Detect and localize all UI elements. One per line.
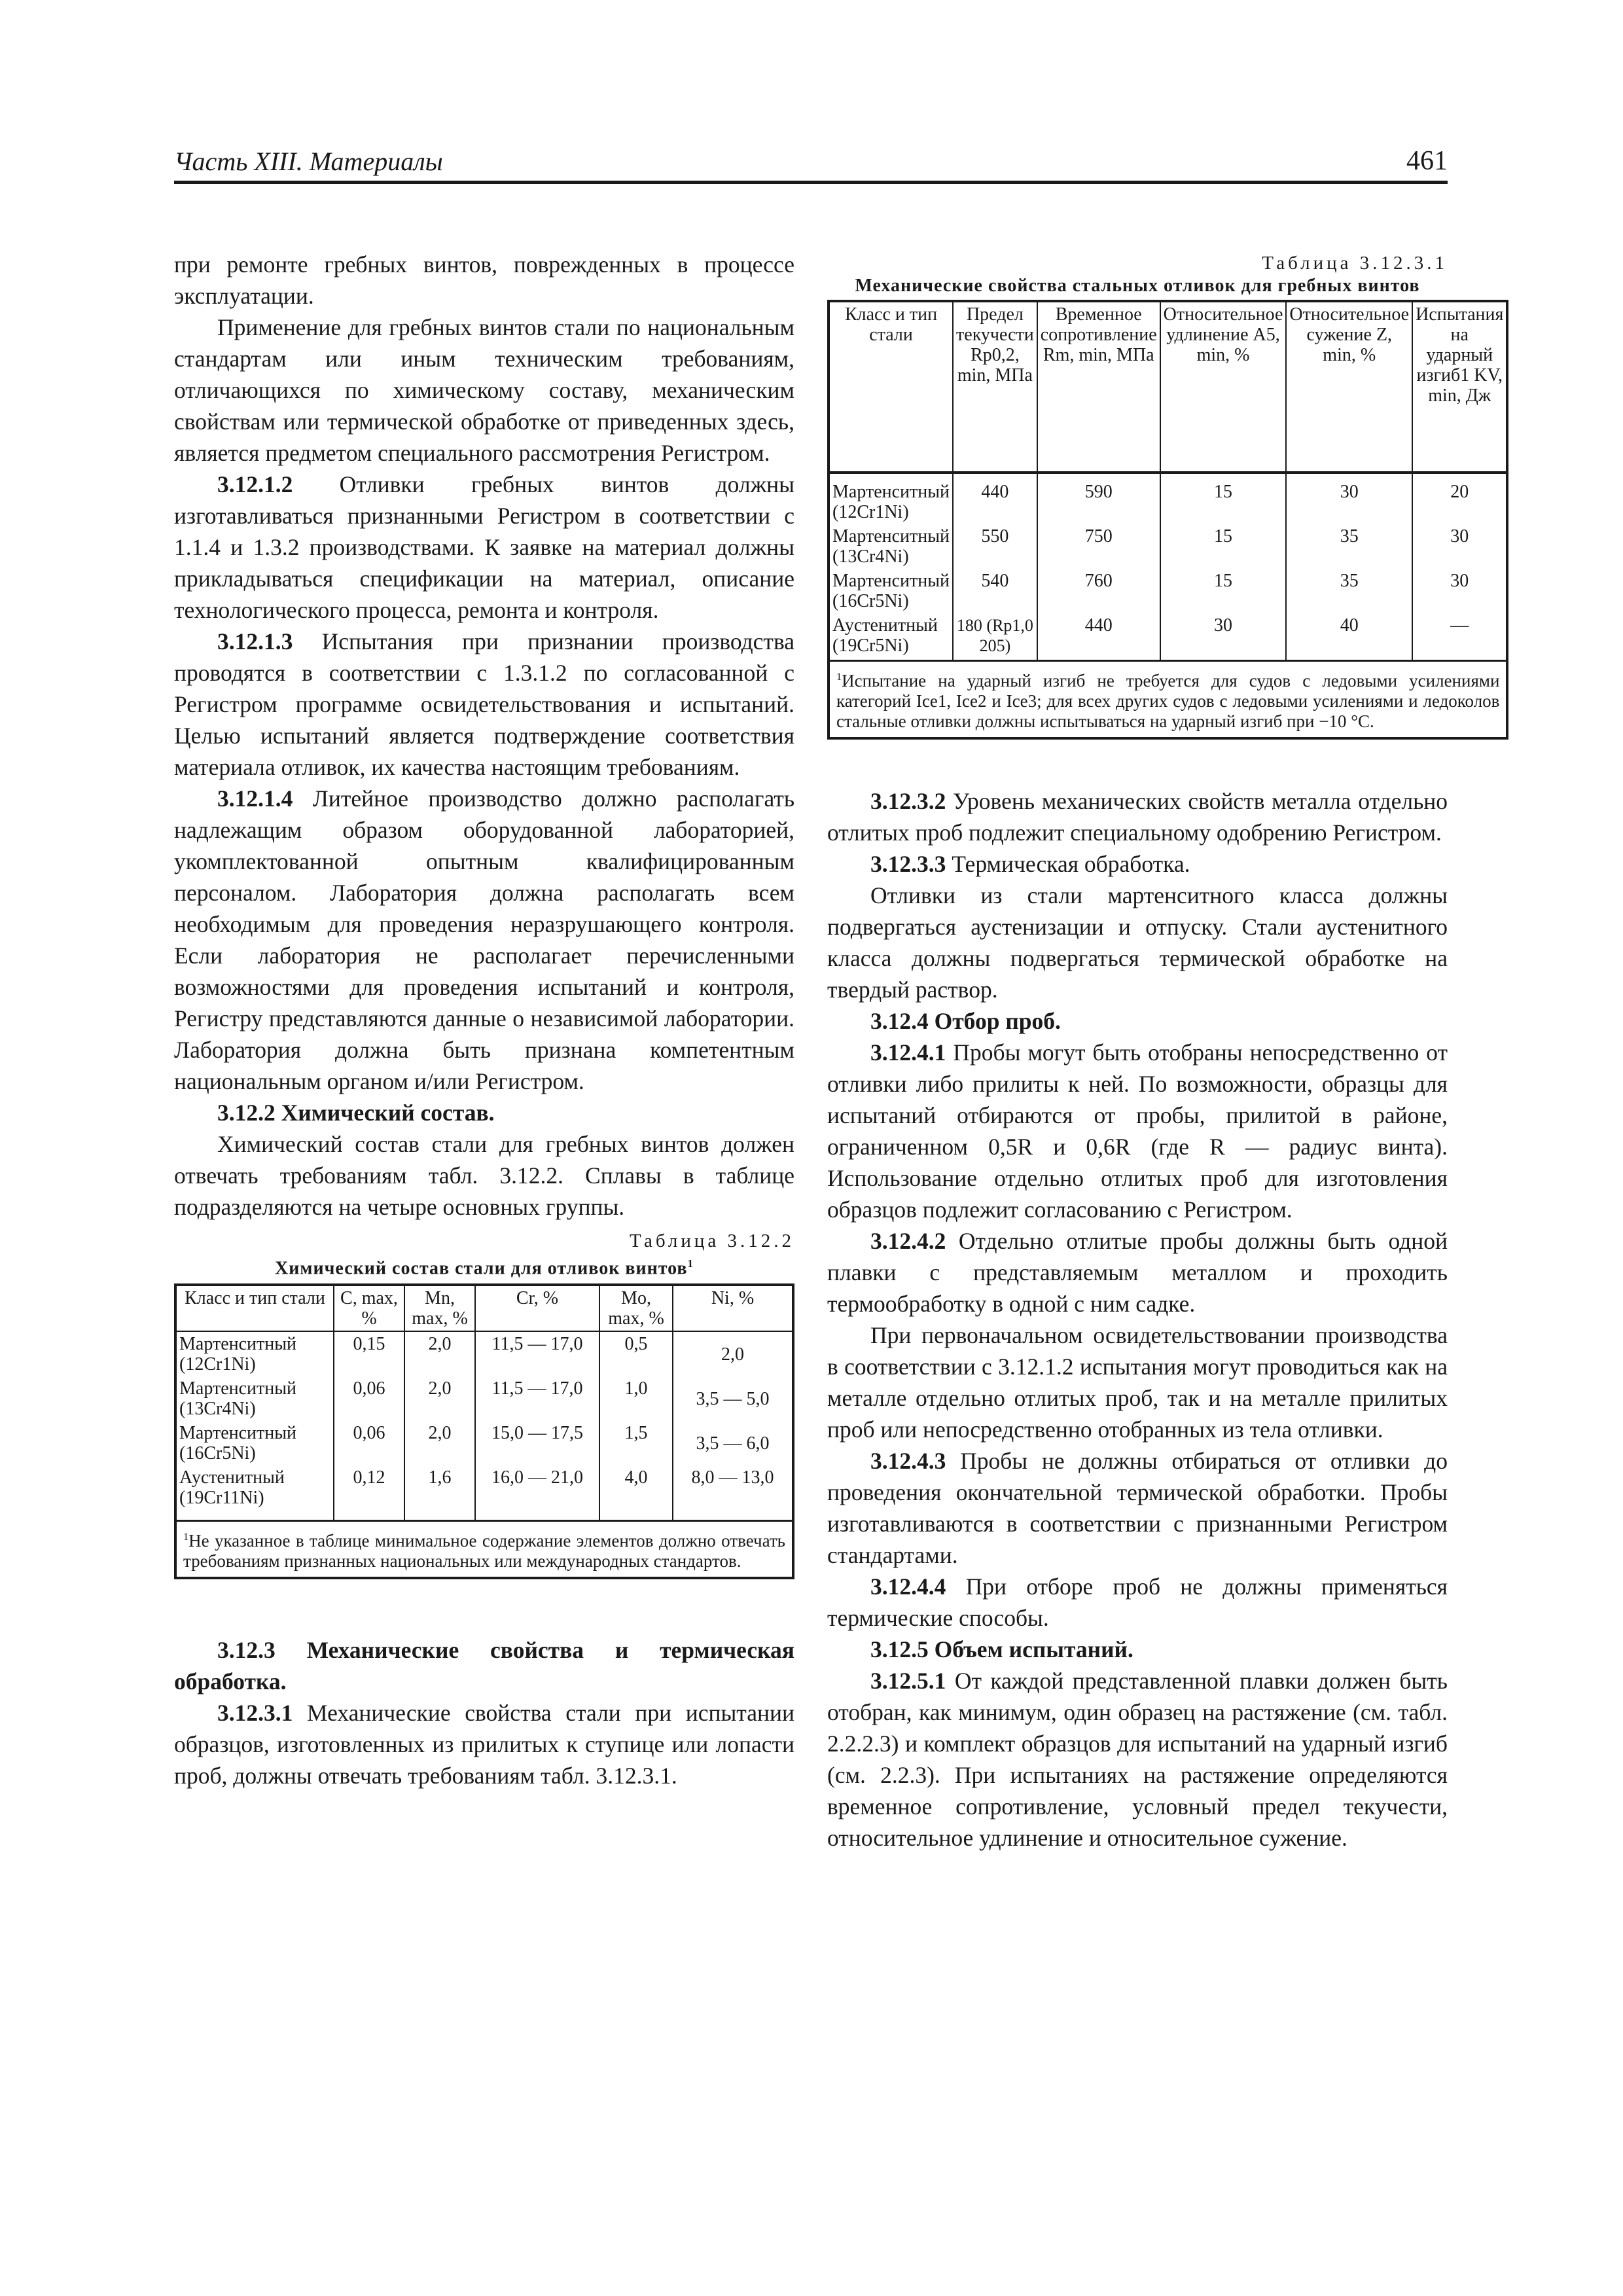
table-title-text: Химический состав стали для отливок винтов bbox=[275, 1258, 688, 1279]
table-cell: Аустенитный (19Cr5Ni) bbox=[829, 613, 953, 661]
table-cell: 30 bbox=[1286, 473, 1412, 524]
table-cell: Мартенситный (16Cr5Ni) bbox=[175, 1421, 334, 1465]
table-cell: Мартенситный (13Cr4Ni) bbox=[829, 524, 953, 569]
clause-text: Отливки гребных винтов должны изготавливаться признанными Регистром в соответствии с 1.1.4 и 1.3.2 производствами. К заявке на материал должны прикладываться спецификации на материал, описание технологического процесса, ремонта и контроля. bbox=[174, 471, 795, 623]
table-row bbox=[829, 473, 1507, 524]
table-cell: 440 bbox=[1037, 613, 1160, 661]
clause-text: От каждой представленной плавки должен быть отобран, как минимум, один образец на растяжение (см. табл. 2.2.2.3) и комплект образцов для испытаний на ударный изгиб (см. 2.2.3). При испытаниях на растяжение определяются временное сопротивление, условный предел текучести, относительное удлинение и относительное сужение. bbox=[827, 1668, 1448, 1851]
table-cell: 3,5 — 6,0 bbox=[673, 1421, 793, 1465]
header-cell: Относительное удлинение A5, min, % bbox=[1160, 301, 1287, 473]
paragraph: при ремонте гребных винтов, поврежденных в процессе эксплуатации. bbox=[174, 251, 794, 309]
clause-number: 3.12.5.1 bbox=[870, 1668, 946, 1694]
header-cell: C, max, % bbox=[334, 1285, 404, 1331]
table-cell: 20 bbox=[1412, 473, 1507, 524]
table-cell: 440 bbox=[953, 473, 1037, 524]
header-cell: Испытания на ударный изгиб1 KV, min, Дж bbox=[1412, 301, 1507, 473]
clause-text: Отдельно отлитые пробы должны быть одной плавки с представляемым металлом и проходить термообработку в одной с ним садке. bbox=[827, 1228, 1448, 1317]
table-cell: 15 bbox=[1160, 473, 1287, 524]
table-cell: 15 bbox=[1160, 569, 1287, 613]
paragraph bbox=[174, 469, 794, 626]
table-cell: 8,0 — 13,0 bbox=[673, 1465, 793, 1521]
table-cell: 750 bbox=[1037, 524, 1160, 569]
table-row bbox=[175, 1331, 793, 1376]
running-header bbox=[174, 141, 1448, 184]
table-header-row bbox=[829, 301, 1507, 473]
table-cell: 2,0 bbox=[404, 1376, 475, 1421]
paragraph bbox=[174, 783, 794, 1097]
table-cell: 30 bbox=[1160, 613, 1287, 661]
header-cell: Класс и тип стали bbox=[175, 1285, 334, 1331]
section-heading: 3.12.3 Механические свойства и термическая обработка. bbox=[174, 1637, 794, 1695]
paragraph bbox=[827, 848, 1448, 880]
clause-number: 3.12.4.1 bbox=[870, 1039, 946, 1066]
table-cell: 0,06 bbox=[334, 1376, 404, 1421]
footnote-marker: 1 bbox=[183, 1531, 189, 1543]
paragraph: При первоначальном освидетельствовании производства в соответствии с 3.12.1.2 испытания могут проводиться как на металле отдельно отлитых проб, так и на металле прилитых проб или непосредственно отобранных из тела отливки. bbox=[827, 1322, 1448, 1443]
table-cell: 590 bbox=[1037, 473, 1160, 524]
table-row bbox=[829, 569, 1507, 613]
table-cell: 550 bbox=[953, 524, 1037, 569]
table-cell: 15 bbox=[1160, 524, 1287, 569]
table-cell: 0,06 bbox=[334, 1421, 404, 1465]
table-cell: Мартенситный (12Cr1Ni) bbox=[175, 1331, 334, 1376]
chemical-composition-table bbox=[174, 1283, 794, 1579]
table-header-row bbox=[175, 1285, 793, 1331]
table-footnote bbox=[829, 661, 1507, 739]
header-cell: Относительное сужение Z, min, % bbox=[1286, 301, 1412, 473]
table-cell: 1,0 bbox=[599, 1376, 673, 1421]
table-cell: — bbox=[1412, 613, 1507, 661]
header-cell: Ni, % bbox=[673, 1285, 793, 1331]
table-cell: 2,0 bbox=[404, 1331, 475, 1376]
table-cell: Аустенитный (19Cr11Ni) bbox=[175, 1465, 334, 1521]
table-cell: Мартенситный (13Cr4Ni) bbox=[175, 1376, 334, 1421]
header-cell: Предел текучести Rp0,2, min, МПа bbox=[953, 301, 1037, 473]
paragraph bbox=[174, 1697, 794, 1791]
table-row bbox=[829, 524, 1507, 569]
paragraph: Химический состав стали для гребных винтов должен отвечать требованиям табл. 3.12.2. Сплавы в таблице подразделяются на четыре основных группы. bbox=[174, 1131, 794, 1220]
table-cell: 0,5 bbox=[599, 1331, 673, 1376]
header-cell: Класс и тип стали bbox=[829, 301, 953, 473]
clause-text: Пробы могут быть отобраны непосредственно от отливки либо прилиты к ней. По возможности, образцы для испытаний отбираются от пробы, прилитой в районе, ограниченном 0,5R и 0,6R (где R — радиус винта). Использование отдельно отлитых проб для изготовления образцов подлежит согласованию с Регистром. bbox=[827, 1039, 1448, 1223]
table-cell: 2,0 bbox=[673, 1331, 793, 1376]
table-cell: 15,0 — 17,5 bbox=[475, 1421, 599, 1465]
left-column bbox=[174, 249, 794, 1791]
table-cell: 4,0 bbox=[599, 1465, 673, 1521]
table-caption: Таблица 3.12.2 bbox=[629, 1230, 794, 1251]
table-cell: 1,6 bbox=[404, 1465, 475, 1521]
mechanical-properties-table bbox=[827, 300, 1508, 740]
table-cell: 11,5 — 17,0 bbox=[475, 1331, 599, 1376]
table-cell: Мартенситный (12Cr1Ni) bbox=[829, 473, 953, 524]
table-cell: 16,0 — 21,0 bbox=[475, 1465, 599, 1521]
table-cell: 1,5 bbox=[599, 1421, 673, 1465]
table-cell: 0,15 bbox=[334, 1331, 404, 1376]
clause-number: 3.12.3.2 bbox=[870, 788, 946, 814]
table-row bbox=[175, 1376, 793, 1421]
table-footnote-row bbox=[175, 1521, 793, 1579]
paragraph bbox=[827, 1571, 1448, 1634]
table-cell: 0,12 bbox=[334, 1465, 404, 1521]
table-cell: 40 bbox=[1286, 613, 1412, 661]
clause-text: Литейное производство должно располагать надлежащим образом оборудованной лабораторией, укомплектованной опытным квалифицированным персоналом. Лаборатория должна располагать всем необходимым для проведения неразрушающего контроля. Если лаборатория не располагает перечисленными возможностями для проведения испытаний и контроля, Регистру представляются данные о независимой лаборатории. Лаборатория должна быть признана компетентным национальным органом и/или Регистром. bbox=[174, 785, 795, 1094]
footnote-marker: 1 bbox=[836, 671, 842, 683]
table-cell: 180 (Rp1,0 205) bbox=[953, 613, 1037, 661]
clause-text: Испытания при признании производства проводятся в соответствии с 1.3.1.2 по согласованной с Регистром программе освидетельствования и испытаний. Целью испытаний является подтверждение соответствия материала отливок, их качества настоящим требованиям. bbox=[174, 628, 794, 780]
clause-number: 3.12.3.1 bbox=[217, 1700, 293, 1727]
clause-number: 3.12.4.3 bbox=[870, 1448, 946, 1474]
clause-text: Механические свойства стали при испытании образцов, изготовленных из прилитых к ступице или лопасти проб, должны отвечать требованиям табл. 3.12.3.1. bbox=[174, 1700, 795, 1789]
clause-text: Уровень механических свойств металла отдельно отлитых проб подлежит специальному одобрению Регистром. bbox=[827, 788, 1448, 846]
clause-number: 3.12.4.4 bbox=[870, 1573, 946, 1600]
table-title: Механические свойства стальных отливок для гребных винтов bbox=[855, 276, 1420, 296]
header-title: Часть XIII. Материалы bbox=[174, 147, 443, 176]
table-cell: Мартенситный (16Cr5Ni) bbox=[829, 569, 953, 613]
table-cell: 11,5 — 17,0 bbox=[475, 1376, 599, 1421]
clause-number: 3.12.1.4 bbox=[217, 785, 293, 812]
section-heading: 3.12.4 Отбор проб. bbox=[870, 1008, 1061, 1034]
table-cell: 35 bbox=[1286, 524, 1412, 569]
footnote-marker: 1 bbox=[687, 1257, 694, 1270]
header-cell: Mo, max, % bbox=[599, 1285, 673, 1331]
footnote-text: Испытание на ударный изгиб не требуется для судов с ледовыми усилениями категорий Ice1, Ice2 и Ice3; для всех других судов с ледовыми усилениями и ледоколов стальные отливки должны испытываться на ударный изгиб при −10 °C. bbox=[836, 671, 1500, 731]
table-cell: 760 bbox=[1037, 569, 1160, 613]
header-cell: Cr, % bbox=[475, 1285, 599, 1331]
page-number: 461 bbox=[1406, 146, 1448, 176]
clause-number: 3.12.1.2 bbox=[217, 471, 293, 497]
clause-number: 3.12.4.2 bbox=[870, 1228, 946, 1254]
table-row bbox=[175, 1465, 793, 1521]
paragraph: Отливки из стали мартенситного класса должны подвергаться аустенизации и отпуску. Стали аустенитного класса должны подвергаться термической обработке на твердый раствор. bbox=[827, 882, 1448, 1003]
header-cell: Временное сопротивление Rm, min, МПа bbox=[1037, 301, 1160, 473]
table-cell: 30 bbox=[1412, 524, 1507, 569]
clause-text: При отборе проб не должны применяться термические способы. bbox=[827, 1573, 1448, 1631]
paragraph bbox=[827, 1445, 1448, 1571]
table-title bbox=[174, 1253, 794, 1280]
clause-number: 3.12.1.3 bbox=[217, 628, 293, 655]
paragraph bbox=[827, 1225, 1448, 1319]
table-cell: 30 bbox=[1412, 569, 1507, 613]
table-row bbox=[829, 613, 1507, 661]
table-cell: 540 bbox=[953, 569, 1037, 613]
footnote-text: Не указанное в таблице минимальное содержание элементов должно отвечать требованиям признанных национальных или международных стандартов. bbox=[183, 1531, 785, 1571]
clause-text: Пробы не должны отбираться от отливки до проведения окончательной термической обработки. Пробы изготавливаются в соответствии с признанными Регистром стандартами. bbox=[827, 1448, 1448, 1568]
table-cell: 2,0 bbox=[404, 1421, 475, 1465]
clause-number: 3.12.3.3 bbox=[870, 851, 946, 877]
table-footnote-row bbox=[829, 661, 1507, 739]
table-caption: Таблица 3.12.3.1 bbox=[1262, 253, 1448, 274]
paragraph bbox=[827, 1037, 1448, 1225]
section-heading: 3.12.2 Химический состав. bbox=[217, 1100, 495, 1126]
paragraph bbox=[827, 785, 1448, 848]
section-heading: 3.12.5 Объем испытаний. bbox=[870, 1636, 1133, 1662]
table-footnote bbox=[175, 1521, 793, 1579]
paragraph bbox=[174, 626, 794, 783]
header-cell: Mn, max, % bbox=[404, 1285, 475, 1331]
paragraph: Применение для гребных винтов стали по национальным стандартам или иным техническим требованиям, отличающихся по химическому составу, механическим свойствам или термической обработке от приведенных здесь, является предметом специального рассмотрения Регистром. bbox=[174, 314, 794, 466]
clause-text: Термическая обработка. bbox=[952, 851, 1190, 877]
paragraph bbox=[827, 1665, 1448, 1854]
right-column bbox=[827, 249, 1504, 1854]
table-row bbox=[175, 1421, 793, 1465]
table-cell: 3,5 — 5,0 bbox=[673, 1376, 793, 1421]
table-cell: 35 bbox=[1286, 569, 1412, 613]
